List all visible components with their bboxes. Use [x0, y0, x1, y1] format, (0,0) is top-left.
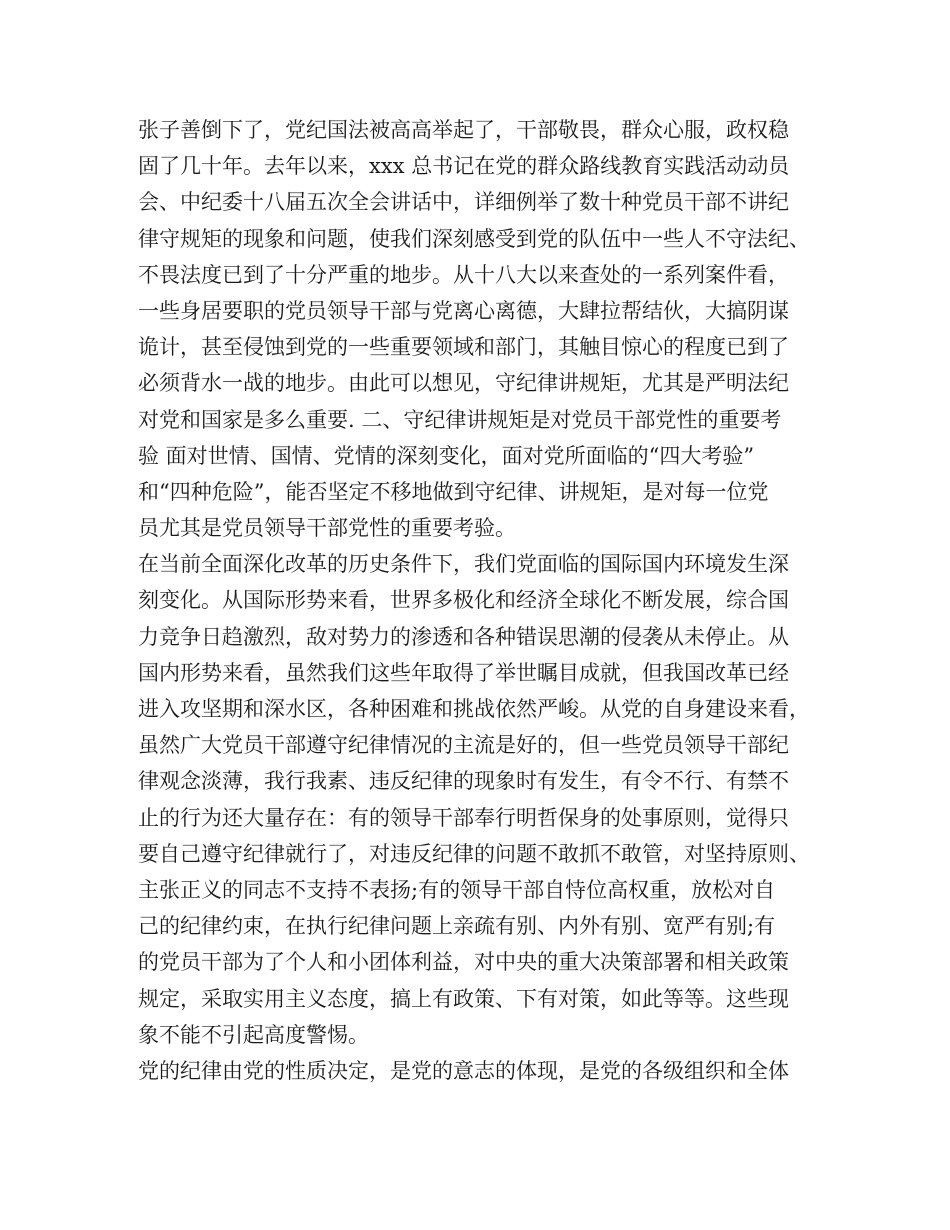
text-line: 员尤其是党员领导干部党性的重要考验。: [138, 516, 516, 541]
document-body: [138, 112, 828, 1089]
text-line: 的党员干部为了个人和小团体利益，对中央的重大决策部署和相关政策: [138, 950, 789, 975]
text-line: 进入攻坚期和深水区，各种困难和挑战依然严峻。从党的自身建设来看，: [138, 697, 810, 721]
text-line: 己的纪律约束，在执行纪律问题上亲疏有别、内外有别、宽严有别;有: [138, 914, 776, 939]
text-line: 刻变化。从国际形势来看，世界多极化和经济全球化不断发展，综合国: [138, 588, 789, 613]
text-line: 象不能不引起高度警惕。: [138, 1022, 369, 1047]
text-line: 必须背水一战的地步。由此可以想见，守纪律讲规矩，尤其是严明法纪: [138, 371, 789, 396]
text-line: 律守规矩的现象和问题，使我们深刻感受到党的队伍中一些人不守法纪、: [138, 226, 810, 251]
text-line: 规定，采取实用主义态度，搞上有政策、下有对策，如此等等。这些现: [138, 986, 789, 1011]
text-line: 张子善倒下了，党纪国法被高高举起了，干部敬畏，群众心服，政权稳: [138, 118, 789, 142]
text-line: 和“四种危险”，能否坚定不移地做到守纪律、讲规矩，是对每一位党: [138, 479, 769, 504]
text-line: 固了几十年。去年以来，xxx 总书记在党的群众路线教育实践活动动员: [138, 154, 790, 179]
text-line: 律观念淡薄，我行我素、违反纪律的现象时有发生，有令不行、有禁不: [138, 769, 789, 794]
text-line: 对党和国家是多么重要. 二、守纪律讲规矩是对党员干部党性的重要考: [138, 407, 782, 432]
text-line: 会、中纪委十八届五次全会讲话中，详细例举了数十种党员干部不讲纪: [138, 190, 789, 215]
text-line: 主张正义的同志不支持不表扬;有的领导干部自恃位高权重，放松对自: [138, 877, 776, 902]
text-line: 要自己遵守纪律就行了，对违反纪律的问题不敢抓不敢管，对坚持原则、: [138, 841, 810, 866]
text-line: 在当前全面深化改革的历史条件下，我们党面临的国际国内环境发生深: [138, 552, 789, 577]
text-line: 国内形势来看，虽然我们这些年取得了举世瞩目成就，但我国改革已经: [138, 660, 789, 685]
text-line: 党的纪律由党的性质决定，是党的意志的体现，是党的各级组织和全体: [138, 1058, 789, 1083]
text-line: 虽然广大党员干部遵守纪律情况的主流是好的，但一些党员领导干部纪: [138, 733, 789, 758]
text-line: 不畏法度已到了十分严重的地步。从十八大以来查处的一系列案件看，: [138, 262, 789, 287]
text-line: 力竞争日趋激烈，敌对势力的渗透和各种错误思潮的侵袭从未停止。从: [138, 624, 789, 649]
text-line: 诡计，甚至侵蚀到党的一些重要领域和部门，其触目惊心的程度已到了: [138, 335, 789, 360]
text-line: 止的行为还大量存在：有的领导干部奉行明哲保身的处事原则，觉得只: [138, 805, 789, 830]
text-line: 一些身居要职的党员领导干部与党离心离德，大肆拉帮结伙，大搞阴谋: [138, 298, 789, 323]
text-line: 验 面对世情、国情、党情的深刻变化，面对党所面临的“四大考验”: [138, 443, 755, 468]
